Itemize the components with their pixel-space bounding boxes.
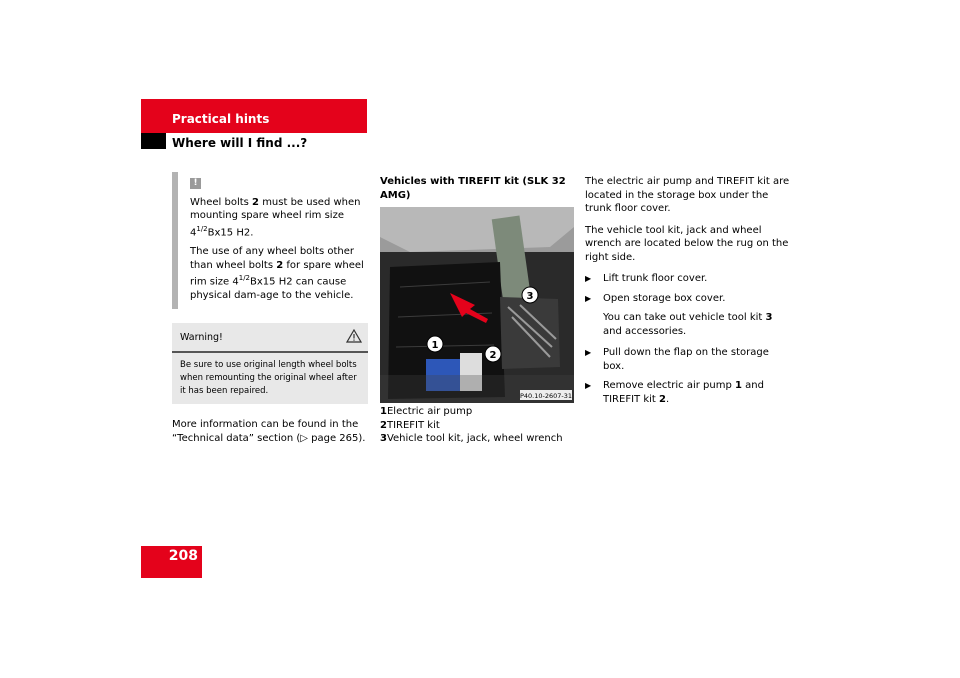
- svg-text:3: 3: [526, 291, 534, 302]
- warning-triangle-icon: [346, 329, 362, 348]
- more-info-text: More information can be found in the “Technical data” section (▷ page 265).: [172, 419, 366, 444]
- arrow-bullet-icon: ▶: [585, 274, 592, 283]
- left-column: [172, 172, 368, 445]
- note-paragraph-2: The use of any wheel bolts other than wheel bolts 2 for spare wheel rim size $4^{1/2}Bx15$ H2 can cause physical dam-age to the vehicle.: [190, 246, 364, 302]
- arrow-bullet-icon: ▶: [585, 381, 592, 390]
- step-item: ▶ Lift trunk floor cover.: [585, 273, 708, 284]
- info-paragraph-1: The electric air pump and TIREFIT kit are located in the storage box under the trunk floor cover.: [585, 176, 790, 214]
- page-number: 208: [141, 546, 202, 578]
- arrow-bullet-icon: ▶: [585, 293, 592, 303]
- legend-item: 1Electric air pump: [380, 406, 473, 417]
- step-item: ▶ Pull down the flap on the storage box.: [585, 347, 769, 372]
- warning-box: [172, 323, 368, 405]
- legend-item: 3Vehicle tool kit, jack, wheel wrench: [380, 433, 563, 444]
- exclamation-icon: !: [190, 178, 201, 189]
- image-code: P40.10-2607-31: [519, 392, 573, 400]
- header-marker: [141, 133, 166, 149]
- note-paragraph-1: Wheel bolts 2 must be used when mounting spare wheel rim size $4^{1/2}Bx15$ H2.: [190, 196, 361, 238]
- svg-text:1: 1: [431, 340, 439, 351]
- right-column: [585, 175, 790, 412]
- warning-text: Be sure to use original length wheel bolts when remounting the original wheel after it has been repaired.: [180, 360, 357, 397]
- section-subtitle: Where will I find ...?: [172, 136, 308, 150]
- figure-legend: [380, 405, 576, 446]
- step-item: ▶ Remove electric air pump 1 and TIREFIT kit 2.: [585, 380, 764, 405]
- section-title: Practical hints: [172, 112, 270, 126]
- step-item: ▶ Open storage box cover.: [585, 292, 726, 304]
- note-box: [172, 172, 368, 309]
- warning-header: [172, 323, 368, 354]
- arrow-bullet-icon: ▶: [585, 348, 592, 357]
- trunk-storage-photo: [380, 207, 574, 403]
- warning-title: Warning!: [180, 332, 223, 344]
- info-paragraph-2: The vehicle tool kit, jack and wheel wrench are located below the rug on the right side.: [585, 224, 789, 263]
- figure-heading: Vehicles with TIREFIT kit (SLK 32 AMG): [380, 176, 566, 201]
- step-note: You can take out vehicle tool kit 3 and accessories.: [603, 312, 773, 337]
- legend-item: 2TIREFIT kit: [380, 419, 440, 431]
- svg-text:2: 2: [489, 350, 497, 361]
- middle-column: [380, 175, 576, 446]
